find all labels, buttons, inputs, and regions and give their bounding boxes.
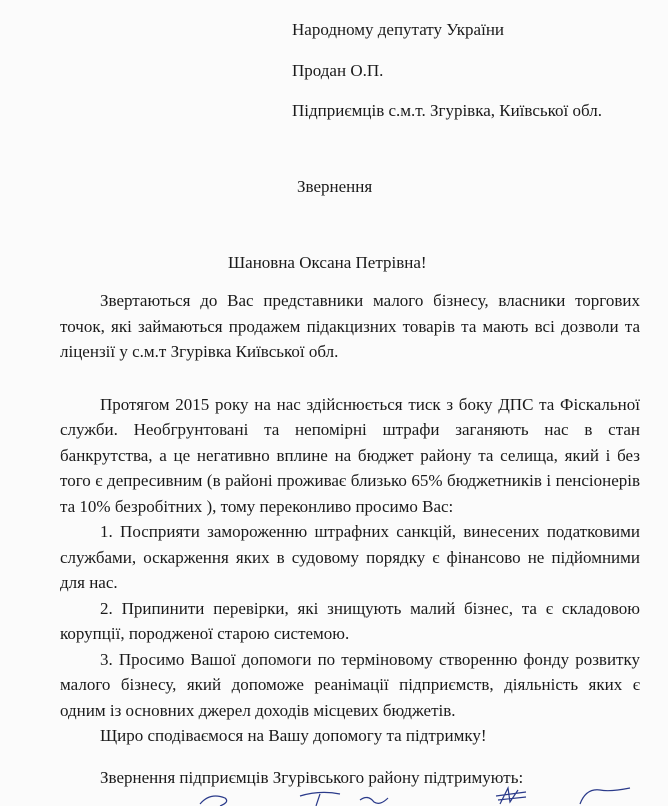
- addressee-line-2: Продан О.П.: [292, 61, 384, 80]
- addressee-line-1: Народному депутату України: [292, 20, 505, 39]
- document-title: Звернення: [297, 177, 373, 196]
- request-item-3: 3. Просимо Вашої допомоги по терміновому створенню фонду розвитку малого бізнесу, який допоможе реанімації підприємств, діяльність яких є одним із основних джерел доходів місцевих бюджетів.: [60, 649, 640, 720]
- letter-body: [60, 288, 640, 749]
- salutation: Шановна Оксана Петрівна!: [228, 253, 427, 272]
- addressee-line-3: Підприємців с.м.т. Згурівка, Київської обл.: [292, 101, 602, 120]
- request-item-2: 2. Припинити перевірки, які знищують малий бізнес, та є складовою корупції, породженої старою системою.: [60, 598, 640, 643]
- closing-line: Щиро сподіваємося на Вашу допомогу та підтримку!: [100, 726, 487, 745]
- signatures: [0, 786, 668, 806]
- signature-1: [200, 796, 227, 806]
- paragraph-intro: Звертаються до Вас представники малого бізнесу, власники торгових точок, які займаються продажем підакцизних товарів та мають всі дозволи та ліцензії у с.м.т Згурівка Київської обл.: [60, 291, 640, 361]
- request-item-1: 1. Посприяти замороженню штрафних санкцій, винесених податковими службами, оскарження яких в судовому порядку є фінансово не підйомними для нас.: [60, 522, 640, 592]
- support-line: Звернення підприємців Згурівського району підтримують:: [100, 768, 524, 787]
- signature-4: [580, 788, 630, 804]
- signature-3: [496, 788, 526, 804]
- paragraph-problem: Протягом 2015 року на нас здійснюється тиск з боку ДПС та Фіскальної служби. Необгрунтовані та непомірні штрафи заганяють нас в стан банкрутства, а це негативно вплине на бюджет району та селища, який і без того є депресивним (в районі проживає близько 65% бюджетників і пенсіонерів та 10% безробітних ), тому переконливо просимо Вас:: [60, 394, 640, 516]
